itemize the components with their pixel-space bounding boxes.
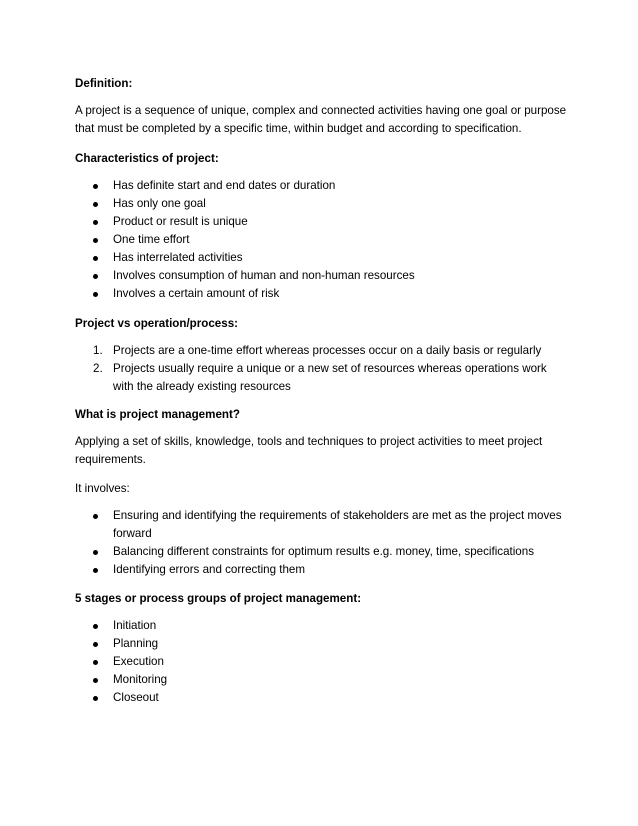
bullet-icon: [93, 660, 98, 665]
list-item: [75, 617, 575, 635]
list-item-text: Has interrelated activities: [113, 251, 243, 264]
list-item: [75, 213, 575, 231]
list-item-text: Has only one goal: [113, 197, 206, 210]
bullet-icon: [93, 274, 98, 279]
list-item-text: Closeout: [113, 691, 159, 704]
item-number: 2.: [93, 362, 103, 375]
definition-paragraph: [75, 102, 575, 138]
stages-list: [75, 617, 575, 707]
list-item-text: Planning: [113, 637, 159, 650]
involves-list: [75, 507, 575, 579]
bullet-icon: [93, 550, 98, 555]
project-management-heading: What is project management?: [75, 408, 240, 421]
stages-heading: 5 stages or process groups of project management:: [75, 592, 362, 605]
list-item: [75, 285, 575, 303]
definition-line: that must be completed by a specific time, within budget and according to specification.: [75, 122, 522, 135]
list-item-text: One time effort: [113, 233, 190, 246]
list-item: [75, 249, 575, 267]
list-item-text: Identifying errors and correcting them: [113, 563, 306, 576]
numbered-item: [75, 360, 575, 396]
involves-label: It involves:: [75, 482, 130, 495]
list-item-text-continued: forward: [113, 527, 152, 540]
list-item: [75, 231, 575, 249]
characteristics-list: [75, 177, 575, 303]
item-text-continued: with the already existing resources: [113, 380, 291, 393]
list-item-text: Ensuring and identifying the requirements of stakeholders are met as the project moves: [113, 509, 562, 522]
project-management-paragraph: [75, 433, 575, 469]
list-item-text: Balancing different constraints for optimum results e.g. money, time, specifications: [113, 545, 535, 558]
list-item-text: Has definite start and end dates or duration: [113, 179, 336, 192]
list-item: [75, 177, 575, 195]
list-item-text: Execution: [113, 655, 164, 668]
list-item: [75, 267, 575, 285]
characteristics-heading: Characteristics of project:: [75, 152, 219, 165]
list-item: [75, 507, 575, 543]
item-text: Projects usually require a unique or a new set of resources whereas operations work: [113, 362, 547, 375]
list-item: [75, 671, 575, 689]
list-item-text: Involves a certain amount of risk: [113, 287, 280, 300]
list-item: [75, 195, 575, 213]
bullet-icon: [93, 642, 98, 647]
list-item: [75, 635, 575, 653]
list-item: [75, 543, 575, 561]
list-item-text: Monitoring: [113, 673, 168, 686]
bullet-icon: [93, 184, 98, 189]
item-number: 1.: [93, 344, 103, 357]
project-vs-operation-heading: Project vs operation/process:: [75, 317, 239, 330]
list-item: [75, 561, 575, 579]
list-item: [75, 653, 575, 671]
item-text: Projects are a one-time effort whereas processes occur on a daily basis or regularly: [113, 344, 542, 357]
list-item-text: Involves consumption of human and non-human resources: [113, 269, 415, 282]
bullet-icon: [93, 292, 98, 297]
bullet-icon: [93, 220, 98, 225]
paragraph-line: requirements.: [75, 453, 146, 466]
bullet-icon: [93, 624, 98, 629]
definition-line: A project is a sequence of unique, complex and connected activities having one goal or purpose: [75, 104, 567, 117]
project-vs-operation-list: [75, 342, 575, 396]
bullet-icon: [93, 256, 98, 261]
list-item: [75, 689, 575, 707]
list-item-text: Product or result is unique: [113, 215, 248, 228]
bullet-icon: [93, 568, 98, 573]
numbered-item: [75, 342, 575, 360]
bullet-icon: [93, 678, 98, 683]
paragraph-line: Applying a set of skills, knowledge, tools and techniques to project activities to meet project: [75, 435, 543, 448]
bullet-icon: [93, 238, 98, 243]
bullet-icon: [93, 696, 98, 701]
bullet-icon: [93, 202, 98, 207]
list-item-text: Initiation: [113, 619, 157, 632]
bullet-icon: [93, 514, 98, 519]
definition-heading: Definition:: [75, 77, 133, 90]
